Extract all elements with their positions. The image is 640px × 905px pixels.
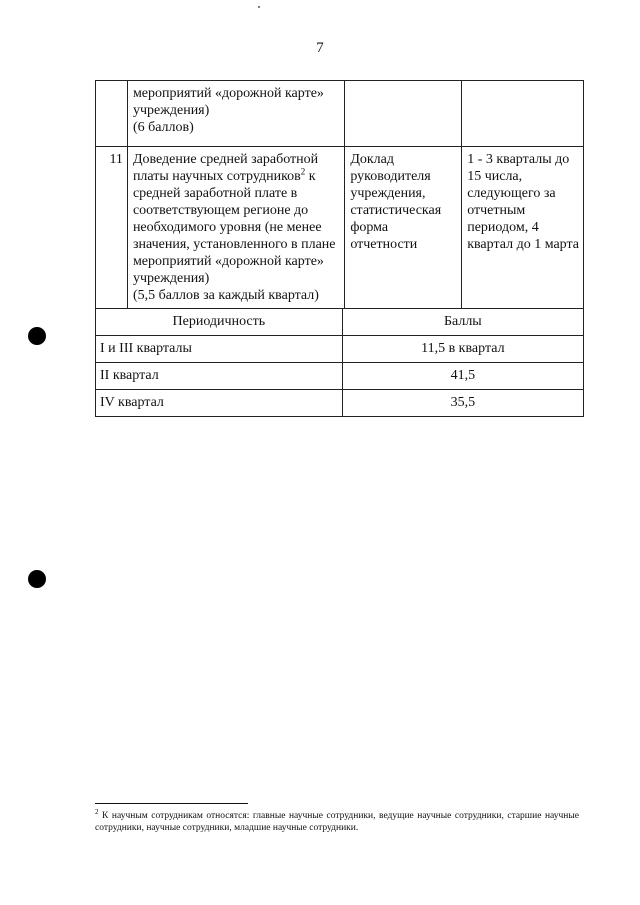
page-number: 7 xyxy=(316,40,324,56)
table-row-continued xyxy=(96,81,584,147)
periodicity-row xyxy=(96,363,584,390)
description-text-part2: к средней заработной плате в соответствующем регионе до необходимого уровня (не менее значения, установленного в плане мероприятий «дорожной карте» учреждения) (5,5 баллов за каждый квартал) xyxy=(132,169,336,303)
period-points: 41,5 xyxy=(342,363,583,390)
footnote-separator xyxy=(95,803,248,804)
reporting-document: Доклад руководителя учреждения, статистическая форма отчетности xyxy=(345,147,462,309)
scan-speck xyxy=(258,6,260,8)
header-points: Баллы xyxy=(342,309,583,336)
period-label: IV квартал xyxy=(96,390,343,417)
header-periodicity: Периодичность xyxy=(96,309,343,336)
periodicity-table xyxy=(95,308,584,417)
punch-hole-lower xyxy=(28,570,46,588)
criteria-table xyxy=(95,80,584,309)
description-text-part1: Доведение средней заработной платы научных сотрудников xyxy=(132,152,319,184)
period-points: 11,5 в квартал xyxy=(342,336,583,363)
periodicity-row xyxy=(96,390,584,417)
periodicity-row xyxy=(96,336,584,363)
period-label: II квартал xyxy=(96,363,343,390)
reporting-term xyxy=(462,81,584,147)
reporting-term: 1 - 3 кварталы до 15 числа, следующего за отчетным периодом, 4 квартал до 1 марта xyxy=(462,147,584,309)
footnote xyxy=(95,807,579,834)
row-number: 11 xyxy=(96,147,128,309)
criterion-description: мероприятий «дорожной карте» учреждения) (6 баллов) xyxy=(127,81,344,147)
footnote-text: К научным сотрудникам относятся: главные научные сотрудники, ведущие научные сотрудники, старшие научные сотрудники, научные сотрудники, младшие научные сотрудники. xyxy=(95,811,579,833)
period-points: 35,5 xyxy=(342,390,583,417)
row-number xyxy=(96,81,128,147)
criterion-description xyxy=(127,147,344,309)
period-label: I и III кварталы xyxy=(96,336,343,363)
table-row-11 xyxy=(96,147,584,309)
reporting-document xyxy=(345,81,462,147)
footnote-reference: 2 xyxy=(300,166,306,177)
punch-hole-upper xyxy=(28,327,46,345)
footnote-marker: 2 xyxy=(95,807,99,816)
periodicity-header-row xyxy=(96,309,584,336)
